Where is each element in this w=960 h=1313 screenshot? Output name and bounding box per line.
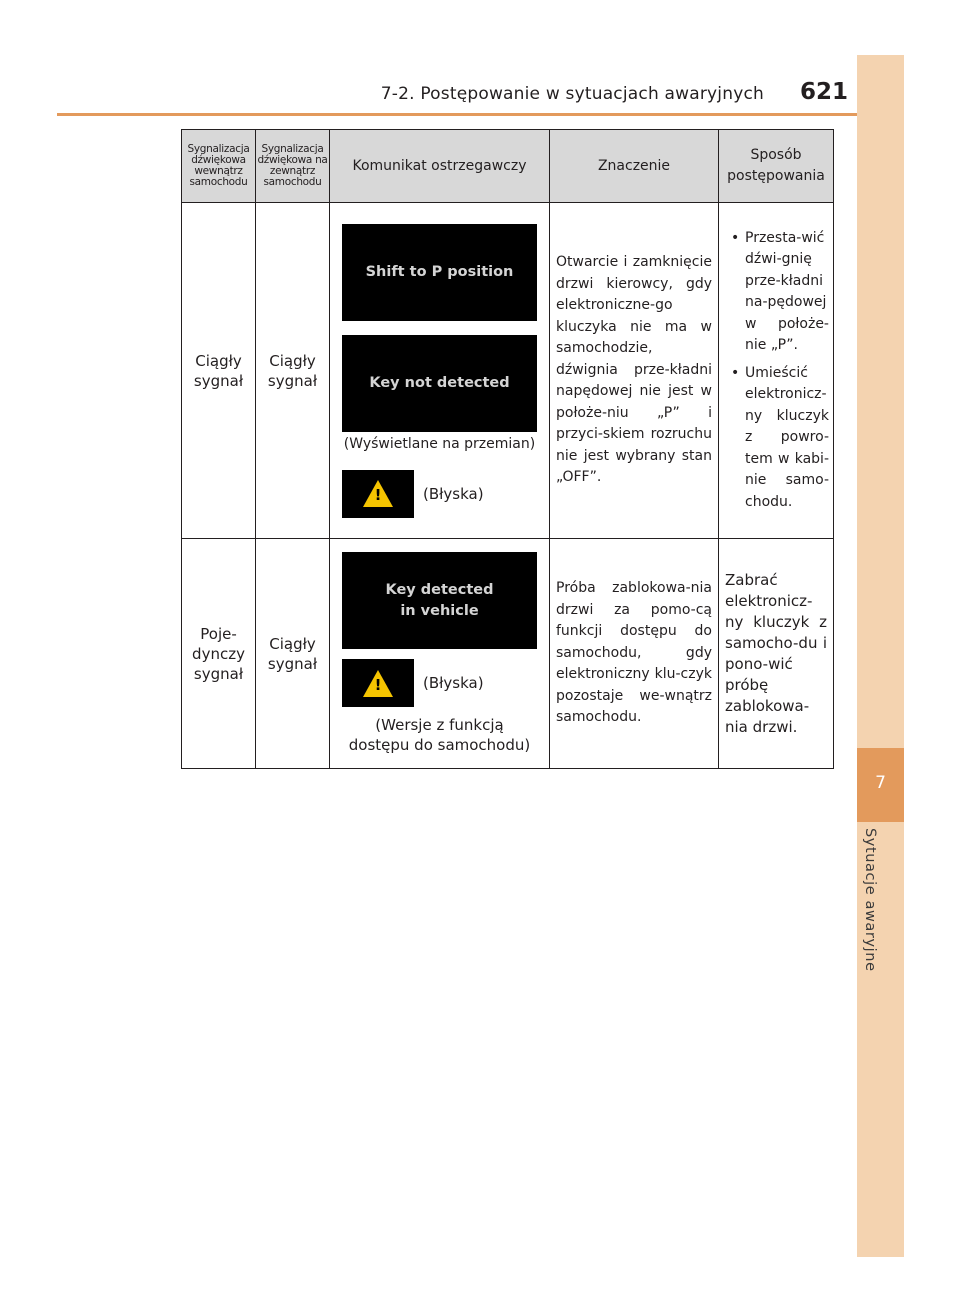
action-item: • Umieścić elektronicz-ny kluczyk z powro-tem w kabi-nie samo-chodu. — [723, 363, 829, 514]
row1-meaning: Otwarcie i zamknięcie drzwi kierowcy, gdy elektroniczne-go kluczyka nie ma w samochodzie, dźwignia prze-kładni napędowej nie jest w położe-niu „P” i przyci-skiem rozruchu nie jest wybrany stan „OFF”. — [550, 203, 719, 539]
version-caption: (Wersje z funkcją dostępu do samochodu) — [348, 716, 531, 754]
table-row — [182, 203, 834, 539]
alternate-caption: (Wyświetlane na przemian) — [343, 435, 536, 452]
chapter-number: 7 — [875, 773, 886, 793]
row2-action: Zabrać elektronicz-ny kluczyk z samocho-du i pono-wić próbę zablokowa-nia drzwi. — [719, 539, 834, 769]
flash-label: (Błyska) — [423, 674, 484, 692]
header-inside-sound: Sygnalizacja dźwiękowa wewnątrz samochodu — [182, 130, 256, 203]
warning-indicator-table — [181, 129, 834, 769]
row2-outside-sound: Ciągły sygnał — [256, 539, 330, 769]
header-action: Sposób postępowania — [719, 130, 834, 203]
header-outside-sound: Sygnalizacja dźwiękowa na zewnątrz samochodu — [256, 130, 330, 203]
warning-light — [342, 659, 414, 707]
display-shift-to-p: Shift to P position — [342, 224, 537, 321]
row1-action-cell — [719, 203, 834, 539]
page-number: 621 — [800, 79, 849, 105]
warning-triangle-icon: ! — [363, 480, 393, 507]
display-key-detected — [342, 552, 537, 649]
row1-inside-sound: Ciągły sygnał — [182, 203, 256, 539]
flash-indicator — [342, 659, 537, 707]
flash-indicator — [342, 470, 537, 518]
row1-message-cell — [330, 203, 550, 539]
row1-outside-sound: Ciągły sygnał — [256, 203, 330, 539]
display-key-not-detected: Key not detected — [342, 335, 537, 432]
table-header-row — [182, 130, 834, 203]
display-line-2: in vehicle — [400, 602, 479, 619]
action-item: • Przesta-wić dźwi-gnię prze-kładni na-pędowej w położe-nie „P”. — [723, 228, 829, 357]
table-row — [182, 539, 834, 769]
chapter-side-strip — [857, 55, 904, 1257]
warning-light — [342, 470, 414, 518]
display-line-1: Key detected — [385, 581, 494, 598]
flash-label: (Błyska) — [423, 484, 484, 503]
row2-meaning: Próba zablokowa-nia drzwi za pomo-cą funkcji dostępu do samochodu, gdy elektroniczny klu-czyk pozostaje we-wnątrz samochodu. — [550, 539, 719, 769]
row2-message-cell — [330, 539, 550, 769]
row2-inside-sound: Poje-dynczy sygnał — [182, 539, 256, 769]
header-message: Komunikat ostrzegawczy — [330, 130, 550, 203]
warning-triangle-icon: ! — [363, 670, 393, 697]
header-rule — [57, 113, 857, 116]
header-meaning: Znaczenie — [550, 130, 719, 203]
chapter-label: Sytuacje awaryjne — [862, 828, 878, 972]
section-title: 7-2. Postępowanie w sytuacjach awaryjnych — [380, 84, 764, 104]
